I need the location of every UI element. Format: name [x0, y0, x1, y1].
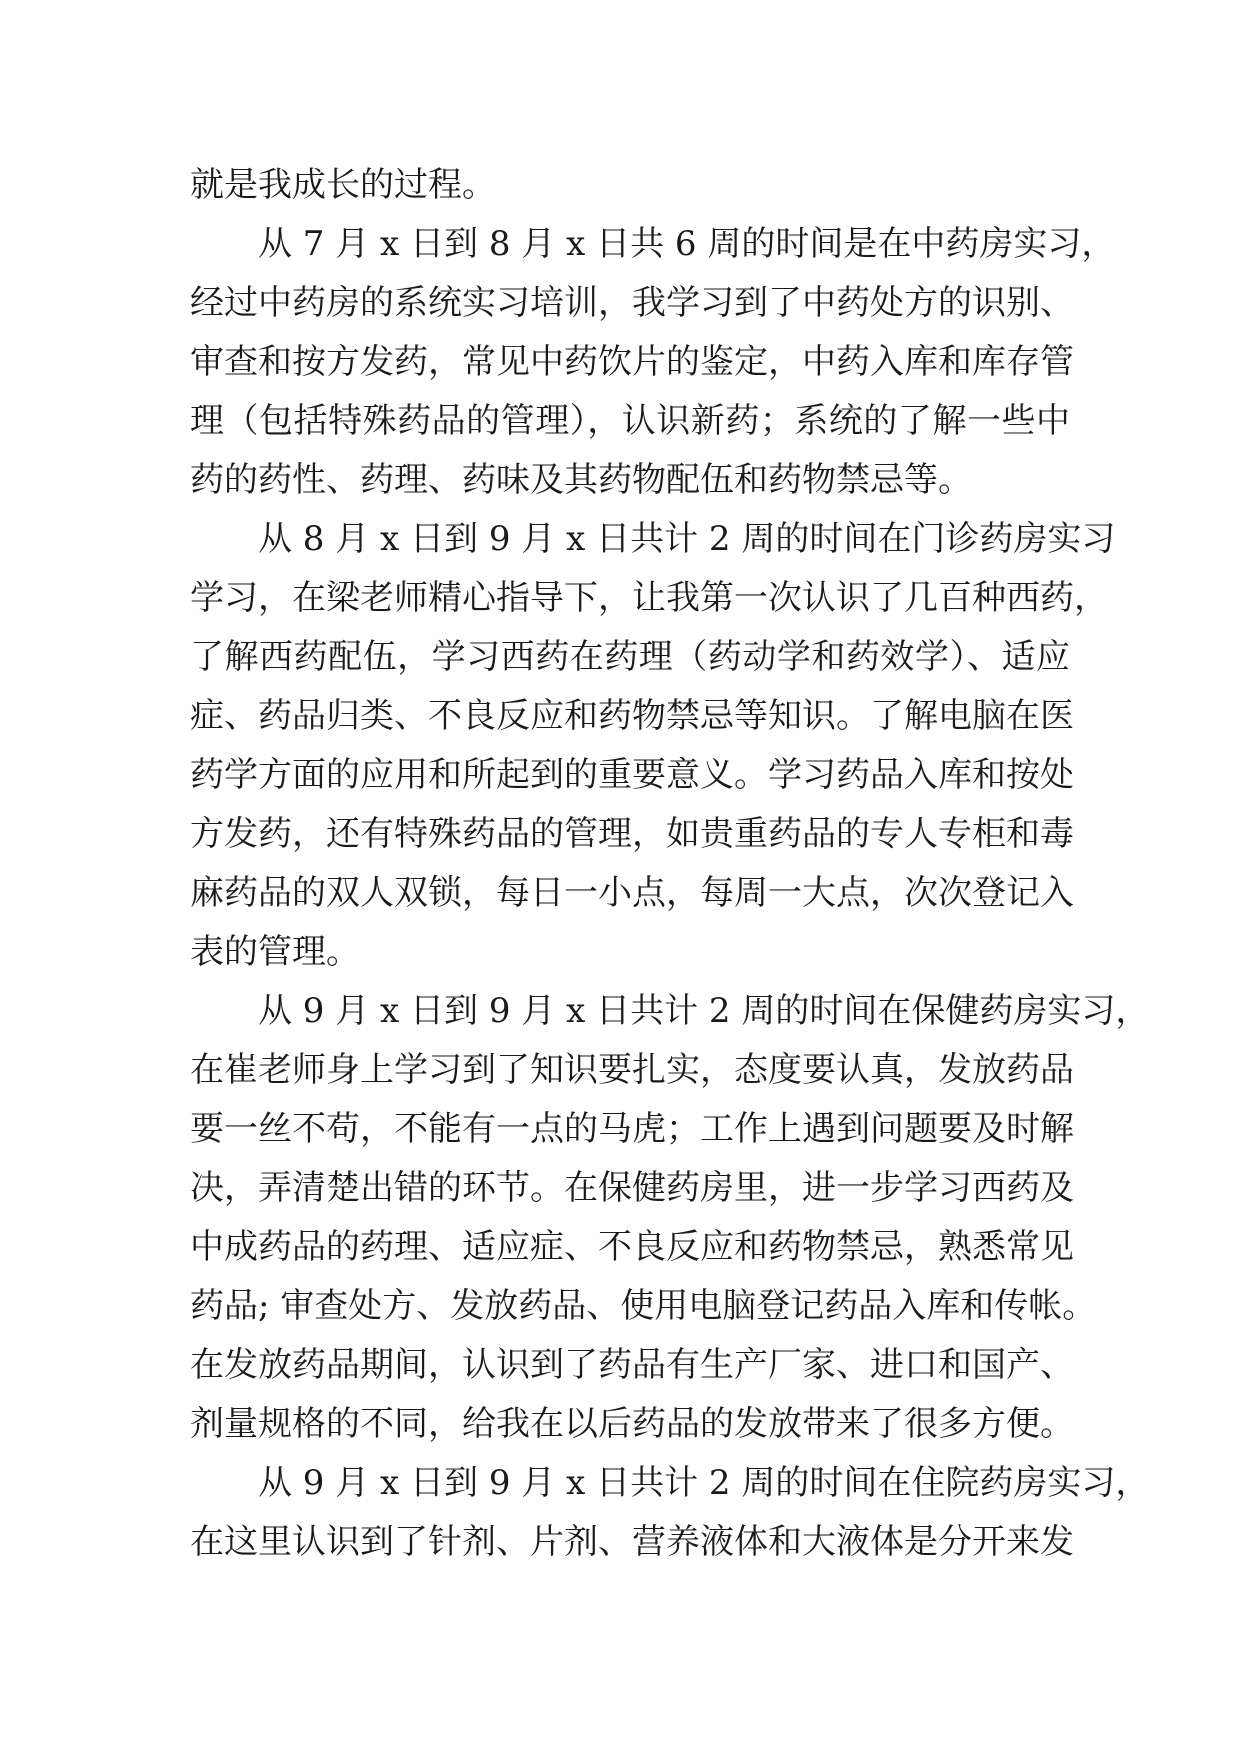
text-line: 从 9 月 x 日到 9 月 x 日共计 2 周的时间在保健药房实习，	[258, 991, 1150, 1031]
text-line: 从 9 月 x 日到 9 月 x 日共计 2 周的时间在住院药房实习，	[258, 1463, 1150, 1503]
paragraph	[190, 510, 1116, 982]
text-line: 从 8 月 x 日到 9 月 x 日共计 2 周的时间在门诊药房实习	[258, 519, 1116, 559]
text-line: 药品; 审查处方、发放药品、使用电脑登记药品入库和传帐。	[190, 1286, 1097, 1326]
text-line: 经过中药房的系统实习培训，我学习到了中药处方的识别、	[190, 283, 1074, 323]
text-line: 麻药品的双人双锁，每日一小点，每周一大点，次次登记入	[190, 873, 1074, 913]
text-line: 要一丝不苟，不能有一点的马虎；工作上遇到问题要及时解	[190, 1109, 1074, 1149]
text-line: 药的药性、药理、药味及其药物配伍和药物禁忌等。	[190, 460, 972, 500]
text-line: 就是我成长的过程。	[190, 165, 496, 205]
text-line: 学习，在梁老师精心指导下，让我第一次认识了几百种西药，	[190, 578, 1108, 618]
text-line: 了解西药配伍，学习西药在药理（药动学和药效学）、适应	[190, 637, 1070, 677]
text-line: 剂量规格的不同，给我在以后药品的发放带来了很多方便。	[190, 1404, 1074, 1444]
text-line: 在崔老师身上学习到了知识要扎实，态度要认真，发放药品	[190, 1050, 1074, 1090]
text-line: 方发药，还有特殊药品的管理，如贵重药品的专人专柜和毒	[190, 814, 1074, 854]
text-line: 在发放药品期间，认识到了药品有生产厂家、进口和国产、	[190, 1345, 1074, 1385]
text-line: 症、药品归类、不良反应和药物禁忌等知识。了解电脑在医	[190, 696, 1074, 736]
document-body	[190, 156, 1150, 1572]
paragraph	[190, 215, 1116, 510]
paragraph	[190, 1454, 1150, 1572]
text-line: 从 7 月 x 日到 8 月 x 日共 6 周的时间是在中药房实习，	[258, 224, 1116, 264]
text-line: 表的管理。	[190, 932, 360, 972]
text-line: 中成药品的药理、适应症、不良反应和药物禁忌，熟悉常见	[190, 1227, 1074, 1267]
text-line: 药学方面的应用和所起到的重要意义。学习药品入库和按处	[190, 755, 1074, 795]
paragraph	[190, 156, 1070, 215]
text-line: 在这里认识到了针剂、片剂、营养液体和大液体是分开来发	[190, 1522, 1074, 1562]
paragraph	[190, 982, 1150, 1454]
text-line: 审查和按方发药，常见中药饮片的鉴定，中药入库和库存管	[190, 342, 1074, 382]
text-line: 决，弄清楚出错的环节。在保健药房里，进一步学习西药及	[190, 1168, 1074, 1208]
text-line: 理（包括特殊药品的管理），认识新药；系统的了解一些中	[190, 401, 1070, 441]
